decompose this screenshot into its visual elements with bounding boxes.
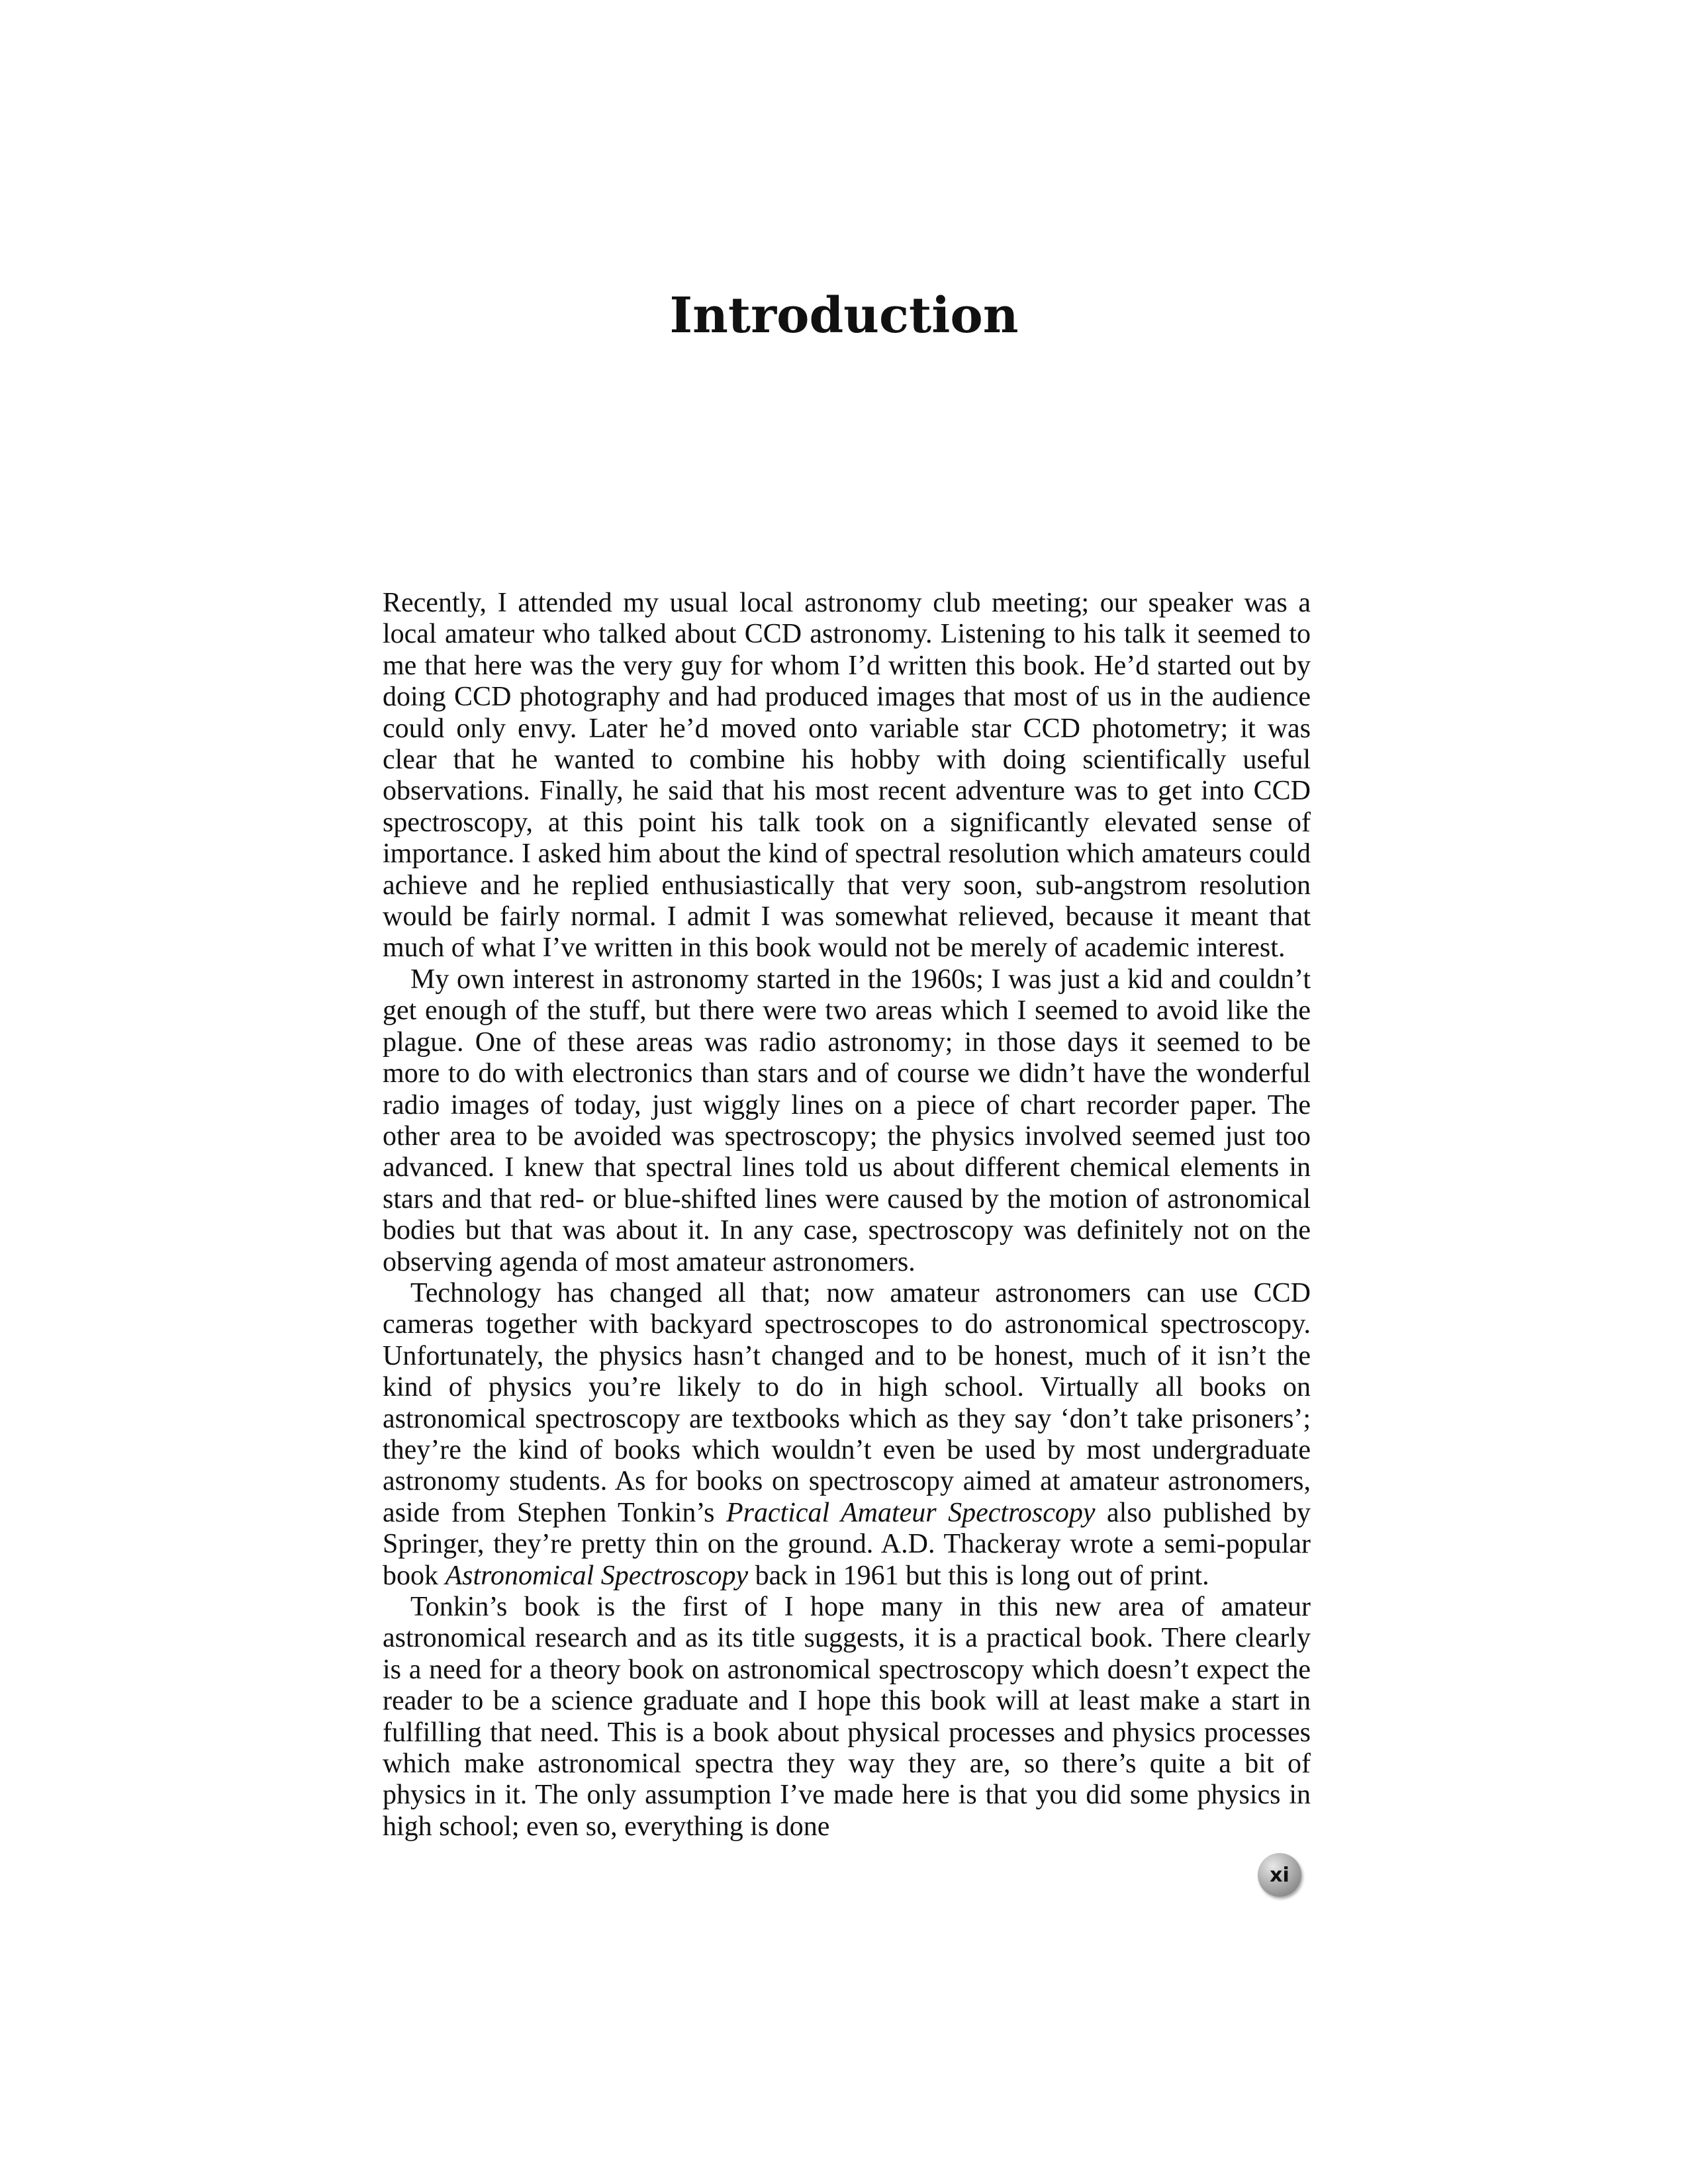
paragraph-3-part-b: also published by Springer, they’re pretty thin on the ground. A.D. Thackeray wrote a semi-popular book (383, 1497, 1311, 1591)
paragraph-3-part-a: Technology has changed all that; now amateur astronomers can use CCD cameras together with backyard spectroscopes to do astronomical spectroscopy. Unfortunately, the physics hasn’t changed and to be honest, much of it isn’t the kind of physics you’re likely to do in high school. Virtually all books on astronomical spectroscopy are textbooks which as they say ‘don’t take prisoners’; they’re the kind of books which wouldn’t even be used by most undergraduate astronomy students. As for books on spectroscopy aimed at amateur astronomers, aside from Stephen Tonkin’s (383, 1277, 1311, 1528)
paragraph-4: Tonkin’s book is the first of I hope many in this new area of amateur astronomical research and as its title suggests, it is a practical book. There clearly is a need for a theory book on astronomical spectroscopy which doesn’t expect the reader to be a science graduate and I hope this book will at least make a start in fulfilling that need. This is a book about physical processes and physics processes which make astronomical spectra they way they are, so there’s quite a bit of physics in it. The only assumption I’ve made here is that you did some physics in high school; even so, everything is done (383, 1592, 1311, 1842)
paragraph-3-part-c: back in 1961 but this is long out of print. (748, 1560, 1209, 1591)
book-title-practical-amateur-spectroscopy: Practical Amateur Spectroscopy (726, 1497, 1096, 1528)
body-text (383, 588, 1311, 1843)
page-number-badge: xi (1258, 1853, 1301, 1897)
paragraph-1: Recently, I attended my usual local astronomy club meeting; our speaker was a local amateur who talked about CCD astronomy. Listening to his talk it seemed to me that here was the very guy for whom I’d written this book. He’d started out by doing CCD photography and had produced images that most of us in the audience could only envy. Later he’d moved onto variable star CCD photometry; it was clear that he wanted to combine his hobby with doing scientifically useful observations. Finally, he said that his most recent adventure was to get into CCD spectroscopy, at this point his talk took on a significantly elevated sense of importance. I asked him about the kind of spectral resolution which amateurs could achieve and he replied enthusiastically that very soon, sub-angstrom resolution would be fairly normal. I admit I was somewhat relieved, because it meant that much of what I’ve written in this book would not be merely of academic interest. (383, 588, 1311, 964)
page-title: Introduction (669, 287, 1019, 344)
book-title-astronomical-spectroscopy: Astronomical Spectroscopy (445, 1560, 749, 1591)
paragraph-2: My own interest in astronomy started in the 1960s; I was just a kid and couldn’t get enough of the stuff, but there were two areas which I seemed to avoid like the plague. One of these areas was radio astronomy; in those days it seemed to be more to do with electronics than stars and of course we didn’t have the wonderful radio images of today, just wiggly lines on a piece of chart recorder paper. The other area to be avoided was spectroscopy; the physics involved seemed just too advanced. I knew that spectral lines told us about different chemical elements in stars and that red- or blue-shifted lines were caused by the motion of astronomical bodies but that was about it. In any case, spectroscopy was definitely not on the observing agenda of most amateur astronomers. (383, 964, 1311, 1277)
paragraph-3 (383, 1278, 1311, 1592)
